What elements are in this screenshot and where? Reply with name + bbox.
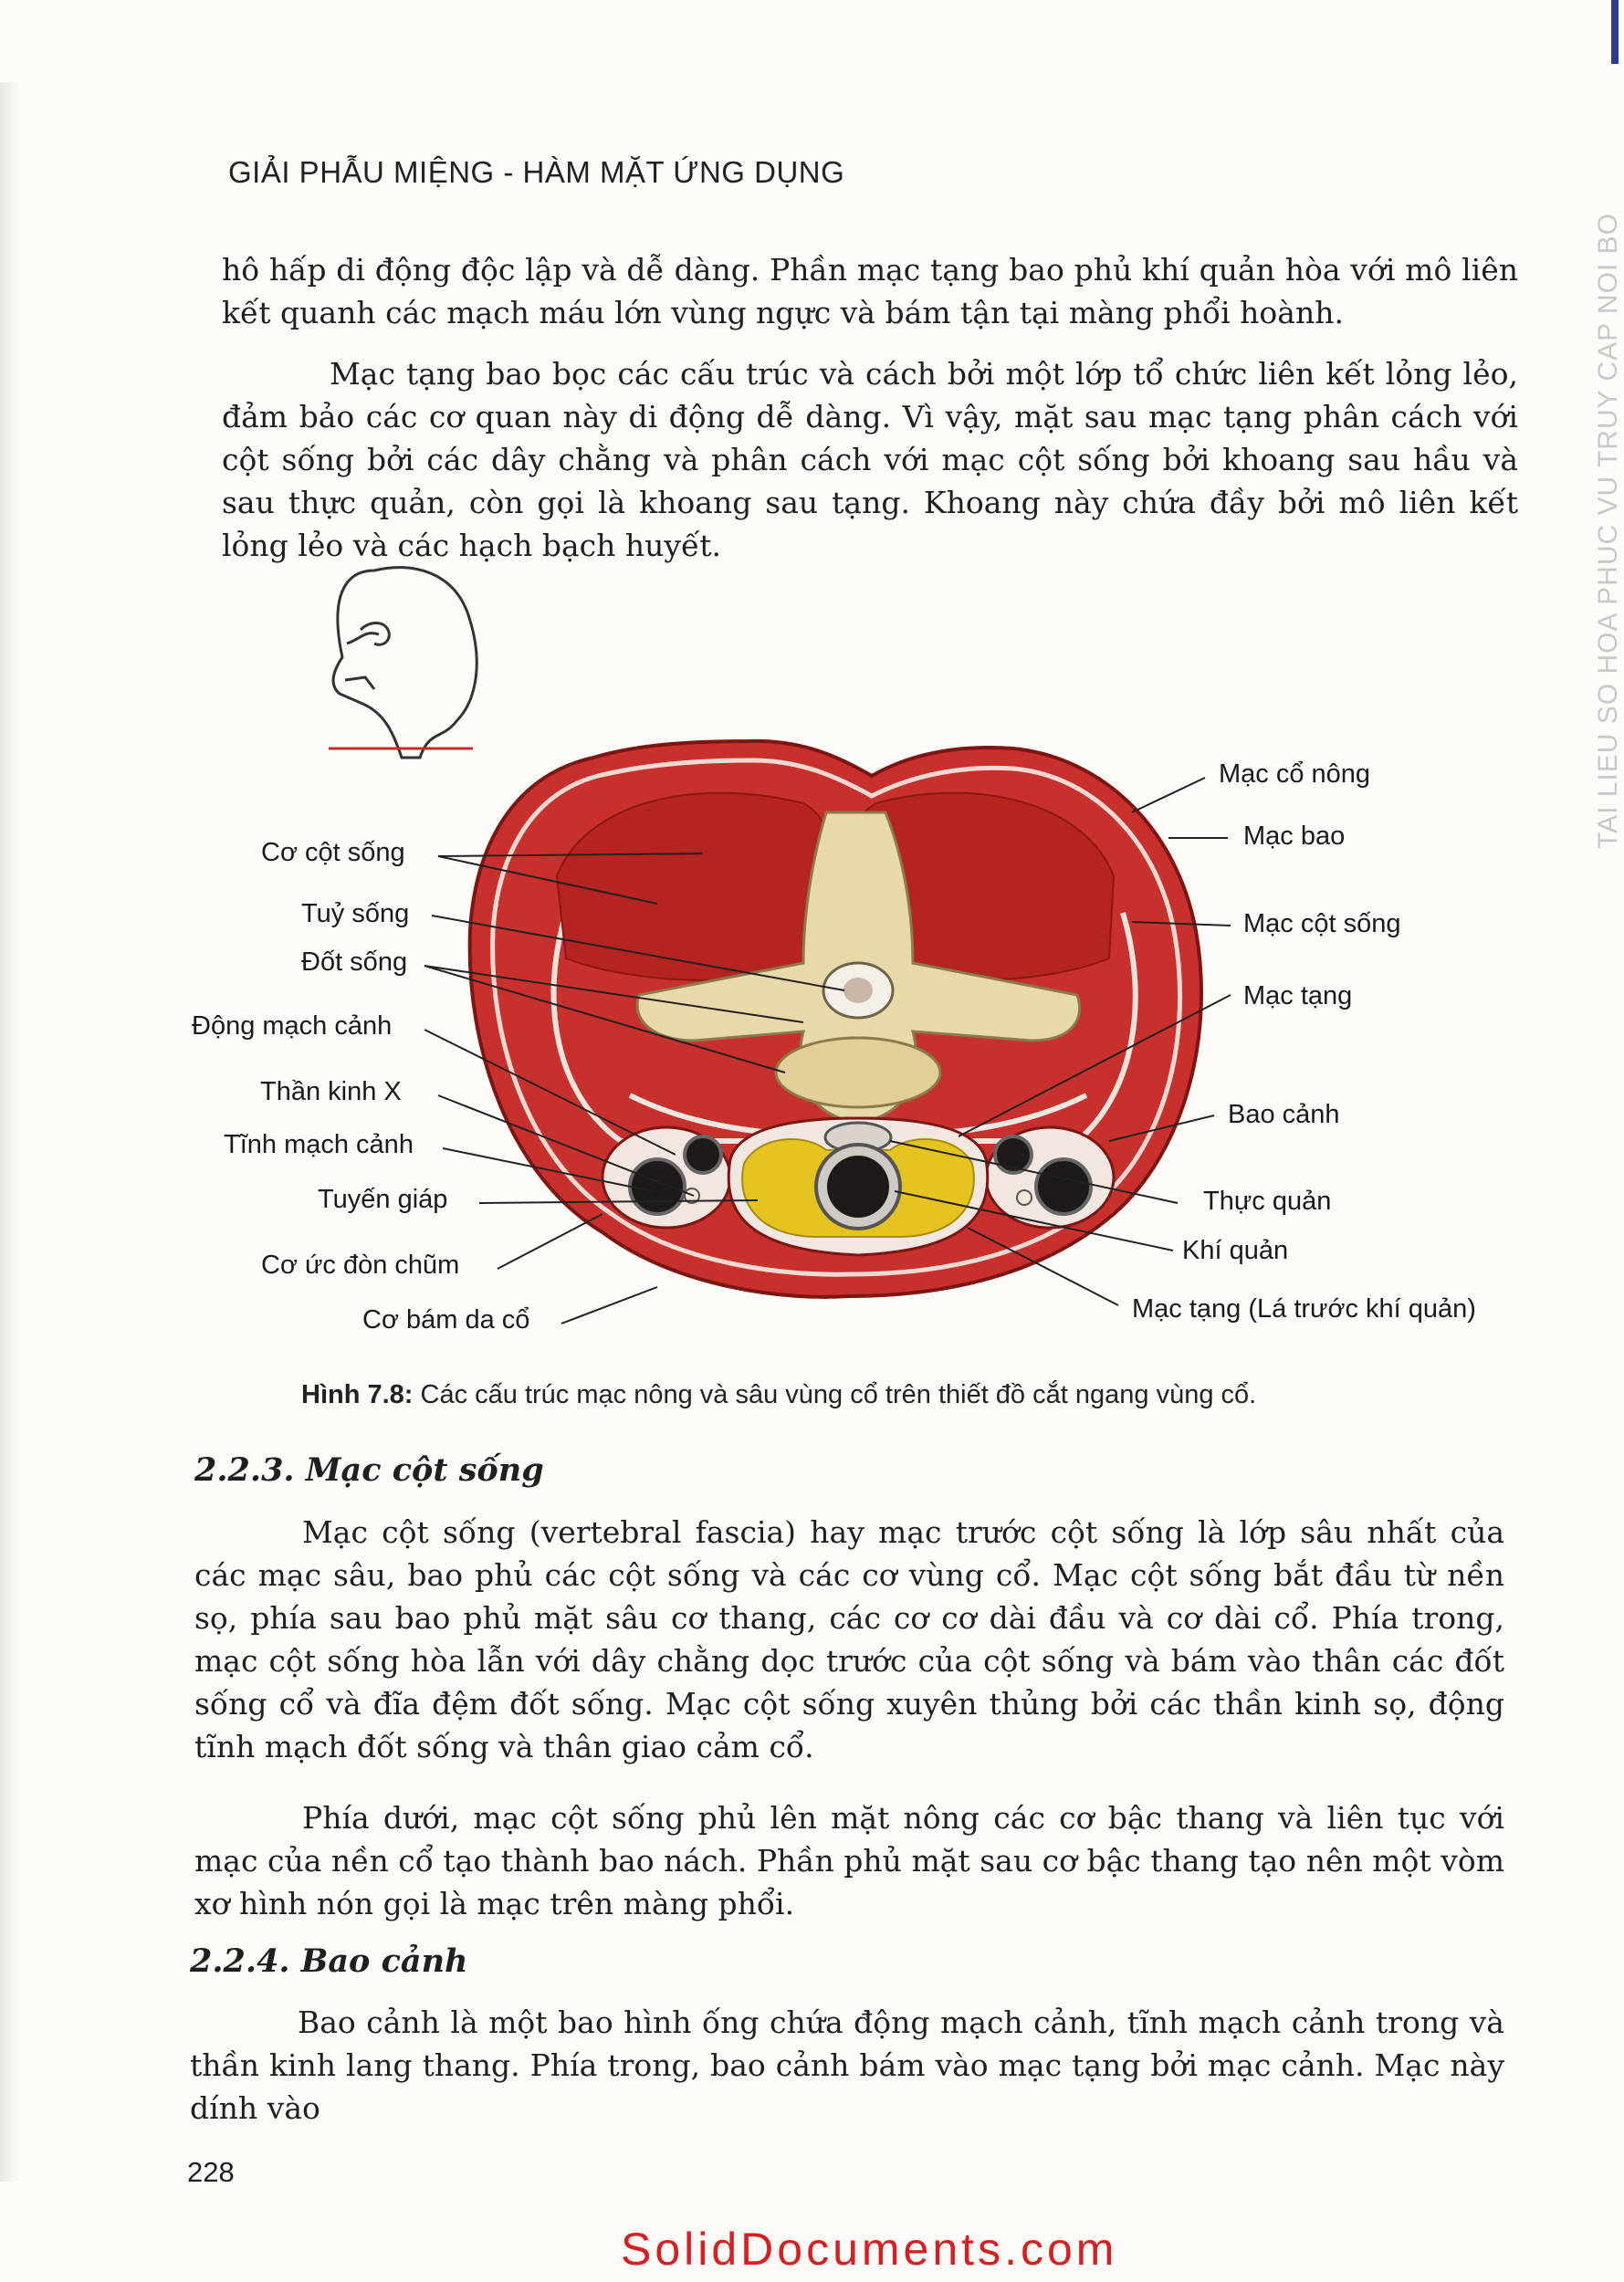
label-dong-mach-canh: Động mạch cảnh [192, 1011, 393, 1041]
left-carotid-sheath [602, 1127, 730, 1228]
heading-2-2-4: 2.2.4. Bao cảnh [190, 1942, 468, 1980]
label-bao-canh: Bao cảnh [1228, 1100, 1340, 1129]
label-co-uc-don-chum: Cơ ức đòn chũm [261, 1251, 460, 1280]
neck-section-drawing [470, 741, 1201, 1297]
figure-caption [301, 1380, 1256, 1410]
paragraph-carotid-sheath: Bao cảnh là một bao hình ống chứa động mạch cảnh, tĩnh mạch cảnh trong và thần kinh lang thang. Phía trong, bao cảnh bám vào mạc tạng bởi mạc cảnh. Mạc này dính vào [190, 2005, 1504, 2126]
label-co-cot-song: Cơ cột sống [261, 838, 405, 867]
caption-text: Các cấu trúc mạc nông và sâu vùng cổ trên thiết đồ cắt ngang vùng cổ. [413, 1380, 1257, 1409]
running-header: GIẢI PHẪU MIỆNG - HÀM MẶT ỨNG DỤNG [228, 155, 845, 189]
label-tuyen-giap: Tuyến giáp [318, 1185, 448, 1214]
label-than-kinh-x: Thần kinh X [260, 1077, 402, 1106]
label-thuc-quan: Thực quản [1203, 1187, 1332, 1216]
footer-watermark: SolidDocuments.com [621, 2224, 1118, 2275]
head-profile-icon [329, 568, 477, 758]
paragraph-vertebral-fascia-2: Phía dưới, mạc cột sống phủ lên mặt nông các cơ bậc thang và liên tục với mạc của nền cổ tạo thành bao nách. Phần phủ mặt sau cơ bậc thang tạo nên một vòm xơ hình nón gọi là mạc trên màng phổi. [194, 1800, 1504, 1921]
label-co-bam-da-co: Cơ bám da cổ [362, 1305, 530, 1335]
caption-label: Hình 7.8: [301, 1380, 414, 1409]
label-mac-tang-la-truoc-khi-quan: Mạc tạng (Lá trước khí quản) [1132, 1294, 1476, 1324]
label-mac-tang: Mạc tạng [1243, 981, 1353, 1010]
label-mac-cot-song: Mạc cột sống [1243, 909, 1401, 938]
label-khi-quan: Khí quản [1182, 1236, 1289, 1265]
paragraph-vertebral-fascia-1: Mạc cột sống (vertebral fascia) hay mạc trước cột sống là lớp sâu nhất của các mạc sâu, bao phủ các cột sống và các cơ vùng cổ. Mạc cột sống bắt đầu từ nền sọ, phía sau bao phủ mặt sâu cơ thang, các cơ cơ dài đầu và cơ dài cổ. Phía trong, mạc cột sống hòa lẫn với dây chằng dọc trước của cột sống và bám vào thân các đốt sống cổ và đĩa đệm đốt sống. Mạc cột sống xuyên thủng bởi các thần kinh sọ, động tĩnh mạch đốt sống và thân giao cảm cổ. [194, 1514, 1504, 1764]
label-tuy-song: Tuỷ sống [301, 899, 410, 928]
side-watermark: TAI LIEU SO HOA PHUC VU TRUY CAP NOI BO [1593, 213, 1623, 849]
right-carotid-sheath [986, 1127, 1114, 1228]
paragraph-continued: hô hấp di động độc lập và dễ dàng. Phần mạc tạng bao phủ khí quản hòa với mô liên kết quanh các mạch máu lớn vùng ngực và bám tận tại màng phổi hoành. [222, 252, 1518, 330]
label-dot-song: Đốt sống [301, 947, 408, 977]
page-number: 228 [187, 2156, 235, 2188]
label-tinh-mach-canh: Tĩnh mạch cảnh [224, 1130, 414, 1159]
paragraph-visceral-fascia: Mạc tạng bao bọc các cấu trúc và cách bởi một lớp tổ chức liên kết lỏng lẻo, đảm bảo các cơ quan này di động dễ dàng. Vì vậy, mặt sau mạc tạng phân cách với cột sống bởi các dây chằng và phân cách với mạc cột sống bởi khoang sau hầu và sau thực quản, còn gọi là khoang sau tạng. Khoang này chứa đầy bởi mô liên kết lỏng lẻo và các hạch bạch huyết. [222, 356, 1518, 563]
label-mac-co-nong: Mạc cổ nông [1219, 759, 1371, 789]
label-mac-bao: Mạc bao [1243, 822, 1346, 851]
heading-2-2-3: 2.2.3. Mạc cột sống [194, 1451, 544, 1489]
